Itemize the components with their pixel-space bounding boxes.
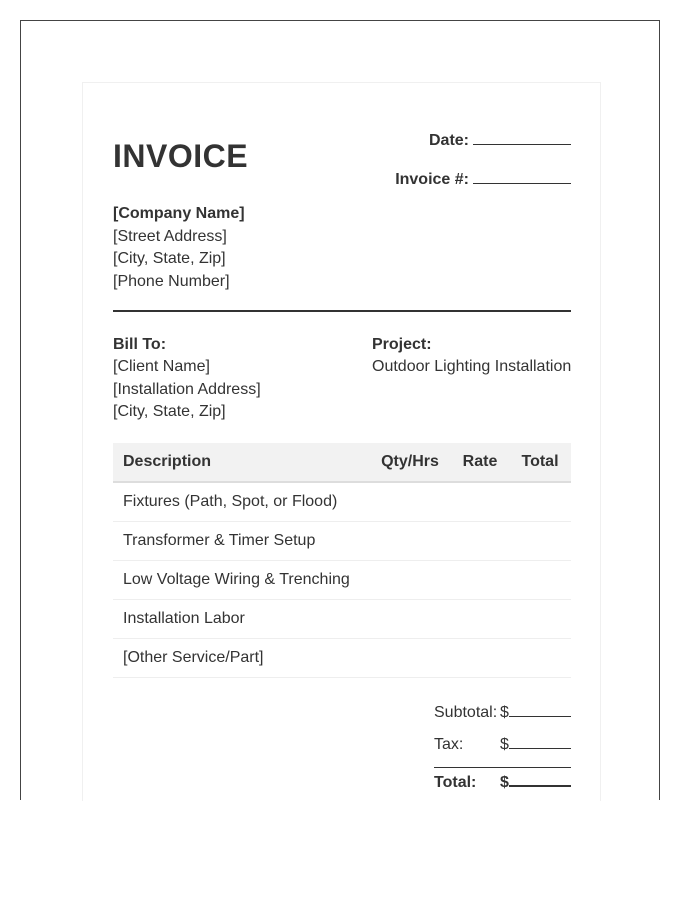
- totals-block: [434, 699, 571, 802]
- table-row: [113, 522, 571, 561]
- total-label: Total:: [434, 774, 477, 791]
- row-description: Installation Labor: [113, 600, 369, 639]
- row-qty-cell[interactable]: [369, 482, 451, 522]
- row-qty-cell[interactable]: [369, 600, 451, 639]
- company-city-state-zip: [City, State, Zip]: [113, 250, 226, 267]
- row-rate-cell[interactable]: [451, 561, 509, 600]
- bill-to-block: [113, 334, 261, 423]
- project-heading: Project:: [372, 336, 432, 353]
- header-rate: Rate: [451, 443, 509, 482]
- subtotal-row: [434, 699, 571, 731]
- row-qty-cell[interactable]: [369, 639, 451, 678]
- tax-currency: $: [500, 736, 509, 753]
- table-row: [113, 639, 571, 678]
- row-rate-cell[interactable]: [451, 600, 509, 639]
- tax-label: Tax:: [434, 736, 464, 753]
- date-blank[interactable]: [473, 130, 571, 145]
- row-total-cell[interactable]: [509, 639, 571, 678]
- row-rate-cell[interactable]: [451, 522, 509, 561]
- row-rate-cell[interactable]: [451, 482, 509, 522]
- tax-blank[interactable]: [509, 734, 571, 749]
- subtotal-label: Subtotal:: [434, 704, 498, 721]
- company-name: [Company Name]: [113, 205, 245, 222]
- table-header-row: [113, 443, 571, 482]
- table-row: [113, 561, 571, 600]
- invoice-title: INVOICE: [113, 138, 249, 174]
- project-block: [372, 334, 571, 379]
- invoice-number-field: [311, 169, 571, 189]
- date-label: Date:: [428, 132, 469, 149]
- row-total-cell[interactable]: [509, 482, 571, 522]
- bill-to-heading: Bill To:: [113, 336, 167, 353]
- tax-row: [434, 731, 571, 763]
- row-rate-cell[interactable]: [451, 639, 509, 678]
- row-total-cell[interactable]: [509, 522, 571, 561]
- row-qty-cell[interactable]: [369, 561, 451, 600]
- total-value: [500, 768, 571, 798]
- invoice-number-blank[interactable]: [473, 169, 571, 184]
- header-total: Total: [509, 443, 571, 482]
- subtotal-blank[interactable]: [509, 702, 571, 717]
- bill-to-address: [Installation Address]: [113, 380, 261, 398]
- subtotal-currency: $: [500, 704, 509, 721]
- total-row: [434, 767, 571, 802]
- row-description: [Other Service/Part]: [113, 639, 369, 678]
- company-phone: [Phone Number]: [113, 272, 230, 290]
- table-row: [113, 482, 571, 522]
- bill-to-client: [Client Name]: [113, 358, 210, 376]
- total-currency: $: [500, 774, 509, 791]
- header-description: Description: [113, 443, 369, 482]
- line-items-table: [113, 443, 571, 678]
- invoice-sheet: [82, 82, 601, 801]
- row-description: Transformer & Timer Setup: [113, 522, 369, 561]
- company-street: [Street Address]: [113, 227, 227, 245]
- total-blank[interactable]: [509, 771, 571, 787]
- company-block: [113, 203, 245, 293]
- header-qty-hrs: Qty/Hrs: [369, 443, 451, 482]
- row-qty-cell[interactable]: [369, 522, 451, 561]
- table-row: [113, 600, 571, 639]
- row-description: Fixtures (Path, Spot, or Flood): [113, 482, 369, 522]
- row-total-cell[interactable]: [509, 561, 571, 600]
- project-value: Outdoor Lighting Installation: [372, 358, 572, 376]
- header-divider: [113, 310, 571, 312]
- subtotal-value: [500, 699, 571, 727]
- row-total-cell[interactable]: [509, 600, 571, 639]
- row-description: Low Voltage Wiring & Trenching: [113, 561, 369, 600]
- date-field: [311, 130, 571, 150]
- bill-to-city-state-zip: [City, State, Zip]: [113, 402, 226, 420]
- document-frame: [20, 20, 660, 800]
- tax-value: [500, 731, 571, 759]
- invoice-number-label: Invoice #:: [395, 171, 469, 188]
